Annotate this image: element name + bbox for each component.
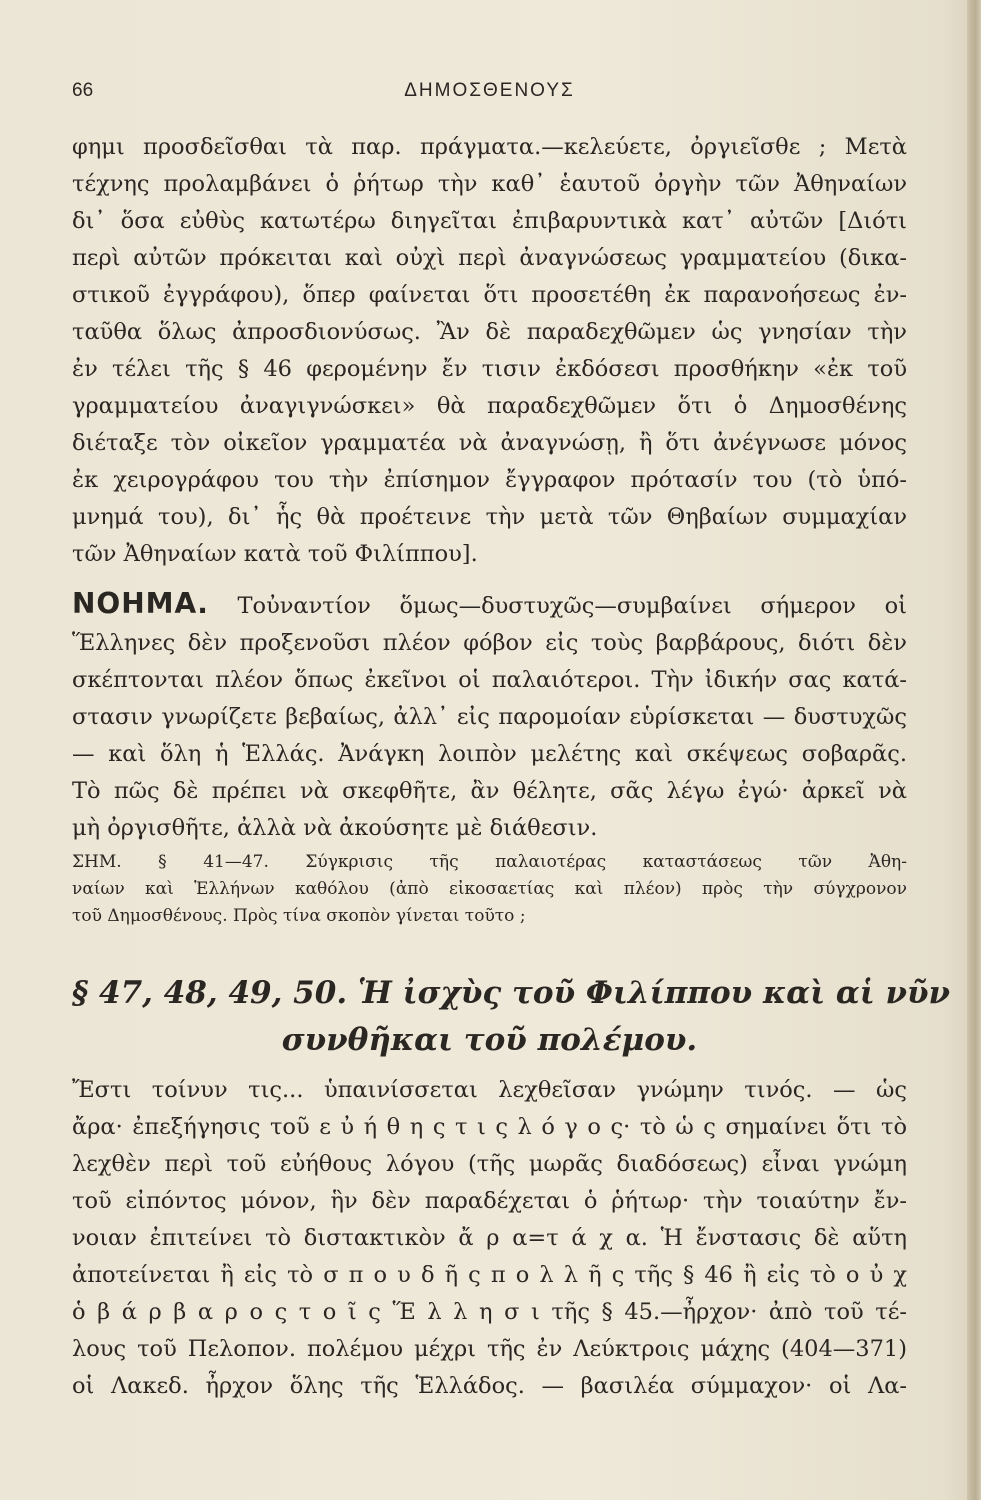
text-line: μὴ ὀργισθῆτε, ἀλλὰ νὰ ἀκούσητε μὲ διάθεσιν. <box>72 815 598 841</box>
text-line: τοῦ εἰπόντος μόνον, ἣν δὲν παραδέχεται ὁ ῥήτωρ· τὴν τοιαύτην ἔν- <box>72 1188 907 1214</box>
footnote <box>72 849 907 930</box>
section-heading <box>72 970 951 1064</box>
running-title: ΔΗΜΟΣΘΕΝΟΥΣ <box>404 80 575 101</box>
text-line: Ἔστι τοίνυν τις... ὑπαινίσσεται λεχθεῖσαν γνώμην τινός. — ὡς <box>72 1077 907 1103</box>
commentary-block-1 <box>72 129 907 573</box>
text-line: οἱ Λακεδ. ἦρχον ὅλης τῆς Ἑλλάδος. — βασιλέα σύμμαχον· οἱ Λα- <box>72 1373 907 1399</box>
text-line: Τὸ πῶς δὲ πρέπει νὰ σκεφθῆτε, ἂν θέλητε, σᾶς λέγω ἐγώ· ἀρκεῖ νὰ <box>72 778 907 804</box>
text-line: ἄρα· ἐπεξήγησις τοῦ ε ὐ ή θ η ς τ ι ς λ ό γ ο ς· τὸ ὡ ς σημαίνει ὅτι τὸ <box>72 1114 907 1140</box>
text-line: διέταξε τὸν οἰκεῖον γραμματέα νὰ ἀναγνώσῃ, ἢ ὅτι ἀνέγνωσε μόνος <box>72 430 907 456</box>
text-line: ταῦθα ὅλως ἀπροσδιονύσως. Ἂν δὲ παραδεχθῶμεν ὡς γνησίαν τὴν <box>72 319 907 345</box>
text-line: φημι προσδεῖσθαι τὰ παρ. πράγματα.—κελεύετε, ὀργιεῖσθε ; Μετὰ <box>72 134 907 160</box>
page-number: 66 <box>72 80 94 101</box>
text-line: λεχθὲν περὶ τοῦ εὐήθους λόγου (τῆς μωρᾶς διαδόσεως) εἶναι γνώμη <box>72 1151 907 1177</box>
text-line: νοιαν ἐπιτείνει τὸ διστακτικὸν ἄ ρ α=τ ά χ α. Ἡ ἔνστασις δὲ αὕτη <box>72 1225 907 1251</box>
note-line: τοῦ Δημοσθένους. Πρὸς τίνα σκοπὸν γίνεται τοῦτο ; <box>72 906 526 926</box>
text-fragment: Τοὐναντίον ὅμως—δυστυχῶς—συμβαίνει σήμερον οἱ <box>237 593 907 619</box>
text-line: τέχνης προλαμβάνει ὁ ῥήτωρ τὴν καθ᾿ ἑαυτοῦ ὀργὴν τῶν Ἀθηναίων <box>72 171 907 197</box>
page-header <box>72 80 907 110</box>
text-line: στασιν γνωρίζετε βεβαίως, ἀλλ᾿ εἰς παρομοίαν εὑρίσκεται — δυστυχῶς <box>72 704 907 730</box>
text-line: στικοῦ ἐγγράφου), ὅπερ φαίνεται ὅτι προσετέθη ἐκ παρανοήσεως ἐν- <box>72 282 907 308</box>
text-line: ἐκ χειρογράφου του τὴν ἐπίσημον ἔγγραφον πρότασίν του (τὸ ὑπό- <box>72 467 907 493</box>
text-line: περὶ αὐτῶν πρόκειται καὶ οὐχὶ περὶ ἀναγνώσεως γραμματείου (δικα- <box>72 245 907 271</box>
text-line: σκέπτονται πλέον ὅπως ἐκεῖνοι οἱ παλαιότεροι. Τὴν ἰδικήν σας κατά- <box>72 667 907 693</box>
text-line: ἐν τέλει τῆς § 46 φερομένην ἔν τισιν ἐκδόσεσι προσθήκην «ἐκ τοῦ <box>72 356 907 382</box>
text-line: γραμματείου ἀναγιγνώσκει» θὰ παραδεχθῶμεν ὅτι ὁ Δημοσθένης <box>72 393 907 419</box>
text-line: τῶν Ἀθηναίων κατὰ τοῦ Φιλίππου]. <box>72 541 478 567</box>
page-edge <box>967 0 981 1500</box>
text-line: ἀποτείνεται ἢ εἰς τὸ σ π ο υ δ ῆ ς π ο λ λ ῆ ς τῆς § 46 ἢ εἰς τὸ ο ὐ χ <box>72 1262 907 1288</box>
heading-line: συνθῆκαι τοῦ πολέμου. <box>281 1022 698 1058</box>
heading-line: § 47, 48, 49, 50. Ἡ ἰσχὺς τοῦ Φιλίππου καὶ αἱ νῦν <box>72 975 951 1011</box>
text-line: λους τοῦ Πελοπον. πολέμου μέχρι τῆς ἐν Λεύκτροις μάχης (404—371) <box>72 1336 907 1362</box>
commentary-block-2 <box>72 1072 907 1405</box>
noema-first-line <box>72 585 907 625</box>
text-line: μνημά του), δι᾿ ἧς θὰ προέτεινε τὴν μετὰ τῶν Θηβαίων συμμαχίαν <box>72 504 907 530</box>
noema-paragraph <box>72 585 907 847</box>
text-line: δι᾿ ὅσα εὐθὺς κατωτέρω διηγεῖται ἐπιβαρυντικὰ κατ᾿ αὐτῶν [Διότι <box>72 208 907 234</box>
text-line: ὁ β ά ρ β α ρ ο ς τ ο ῖ ς Ἕ λ λ η σ ι τῆς § 45.—ἦρχον· ἀπὸ τοῦ τέ- <box>72 1299 907 1325</box>
note-line: ναίων καὶ Ἑλλήνων καθόλου (ἀπὸ εἰκοσαετίας καὶ πλέον) πρὸς τὴν σύγχρονον <box>72 879 907 899</box>
noema-label: ΝΟΗΜΑ. <box>72 587 209 620</box>
note-line: ΣΗΜ. § 41—47. Σύγκρισις τῆς παλαιοτέρας καταστάσεως τῶν Ἀθη- <box>72 852 907 872</box>
text-line: Ἕλληνες δὲν προξενοῦσι πλέον φόβον εἰς τοὺς βαρβάρους, διότι δὲν <box>72 630 907 656</box>
text-line: — καὶ ὅλη ἡ Ἑλλάς. Ἀνάγκη λοιπὸν μελέτης καὶ σκέψεως σοβαρᾶς. <box>72 741 907 767</box>
